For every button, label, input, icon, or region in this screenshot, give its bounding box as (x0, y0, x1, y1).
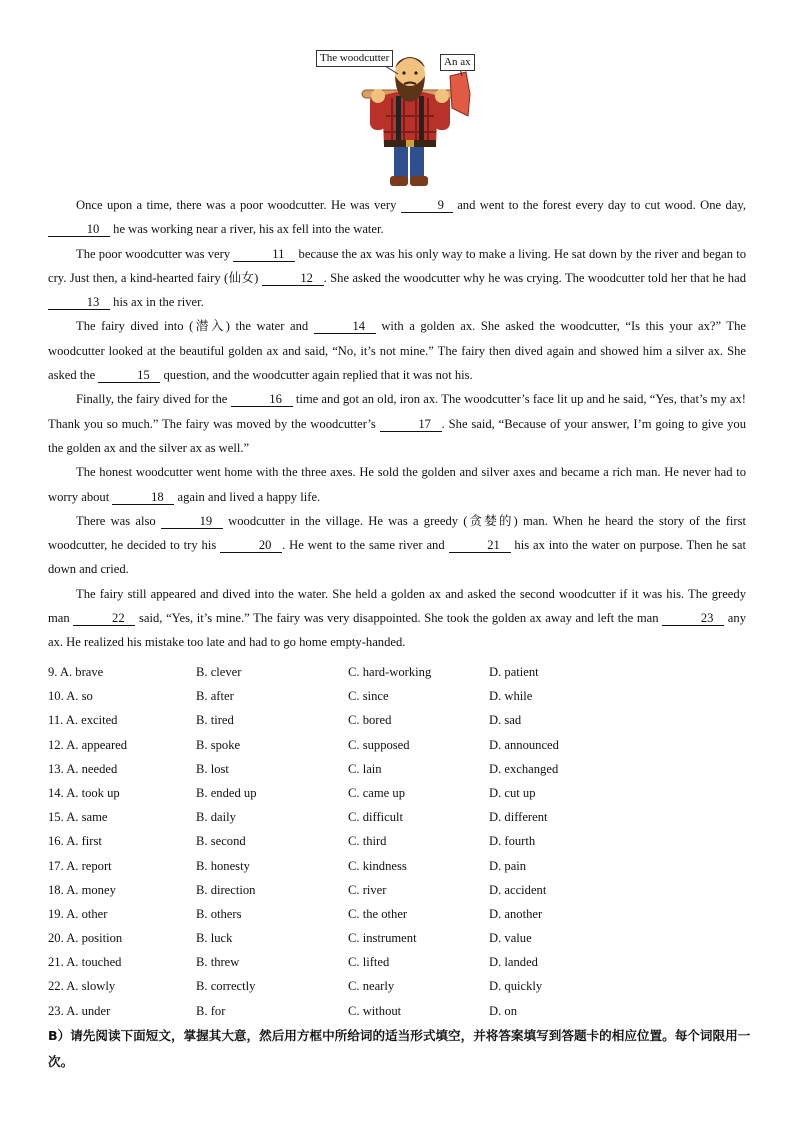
question-row (48, 974, 748, 998)
blank-15: 15 (98, 368, 160, 383)
passage-text: Once upon a time, there was a poor woodcutter. He was very (76, 198, 401, 212)
passage-paragraph (48, 193, 746, 242)
cloze-passage (48, 193, 746, 655)
option-b: B. clever (196, 665, 242, 679)
option-c: C. lifted (348, 955, 390, 970)
option-d: D. fourth (489, 834, 536, 849)
option-a: 20. A. position (48, 931, 123, 946)
passage-paragraph (48, 582, 746, 655)
option-a: 14. A. took up (48, 785, 120, 800)
question-row (48, 902, 748, 926)
passage-paragraph (48, 460, 746, 509)
blank-22: 22 (73, 611, 135, 626)
option-a: 16. A. first (48, 834, 102, 849)
question-row (48, 805, 748, 829)
blank-13: 13 (48, 295, 110, 310)
option-d: D. value (489, 931, 532, 946)
option-a: 12. A. appeared (48, 737, 128, 752)
option-b: B. others (196, 906, 242, 921)
passage-text: The fairy still appeared and dived into the water. She held a golden ax and asked the second woodcutter if it was his. The greedy man (48, 586, 746, 626)
option-c: C. kindness (348, 858, 407, 873)
passage-paragraph (48, 387, 746, 460)
question-row (48, 684, 748, 708)
question-row (48, 854, 748, 878)
option-c: C. river (348, 882, 387, 897)
option-c: C. difficult (348, 810, 404, 825)
option-c: C. bored (348, 713, 392, 728)
option-c: C. the other (348, 906, 408, 921)
option-c: C. lain (348, 761, 382, 776)
passage-text: and went to the forest every day to cut wood. One day, (452, 198, 746, 212)
option-b: B. luck (196, 931, 233, 946)
option-d: D. while (489, 689, 533, 704)
option-c: C. nearly (348, 979, 395, 994)
option-a: 21. A. touched (48, 955, 122, 970)
option-a: 10. A. so (48, 689, 93, 704)
passage-text: again and lived a happy life. (174, 489, 321, 504)
question-row (48, 781, 748, 805)
question-row (48, 708, 748, 732)
blank-20: 20 (220, 538, 282, 553)
option-c: C. came up (348, 785, 406, 800)
option-a: 19. A. other (48, 906, 108, 921)
blank-16: 16 (231, 392, 293, 407)
option-c: C. supposed (348, 737, 410, 752)
passage-text: Finally, the fairy dived for the (76, 392, 231, 407)
passage-text: The honest woodcutter went home with the three axes. He sold the golden and silver axes and became a rich man. He never had to worry about (48, 465, 746, 504)
blank-10: 10 (48, 222, 110, 237)
option-b: B. direction (196, 882, 256, 897)
option-d: D. sad (489, 713, 522, 728)
option-c: C. without (348, 1003, 402, 1018)
question-row (48, 999, 748, 1023)
blank-12: 12 (262, 271, 324, 286)
passage-text: question, and the woodcutter again replied that it was not his. (160, 368, 473, 383)
option-b: B. ended up (196, 785, 257, 800)
option-c: C. since (348, 689, 389, 704)
question-row (48, 829, 748, 853)
option-b: B. correctly (196, 979, 256, 994)
option-c: C. hard-working (348, 665, 432, 679)
option-b: B. threw (196, 955, 240, 970)
question-row (48, 926, 748, 950)
option-d: D. on (489, 1003, 517, 1018)
passage-text: . She said, “Because of your answer, I’m going to give you the golden ax and the silver ax as well.” (48, 416, 746, 455)
option-a: 15. A. same (48, 810, 108, 825)
passage-text: There was also (76, 513, 161, 528)
option-d: D. accident (489, 882, 547, 897)
woodcutter-label: The woodcutter (316, 50, 393, 67)
blank-9: 9 (401, 198, 453, 213)
woodcutter-illustration (300, 46, 500, 190)
option-c: C. third (348, 834, 387, 849)
option-a: 23. A. under (48, 1003, 111, 1018)
option-d: D. cut up (489, 785, 536, 800)
option-c: C. instrument (348, 931, 417, 946)
option-b: B. daily (196, 810, 236, 825)
option-a: 18. A. money (48, 882, 116, 897)
passage-paragraph (48, 314, 746, 387)
option-d: D. quickly (489, 979, 543, 994)
passage-text: with a golden ax. She asked the woodcutter, “Is this your ax?” The woodcutter looked at the beautiful golden ax and said, “No, it’s not mine.” The fairy then dived again and showed him a silver ax. She asked the (48, 319, 746, 383)
question-row (48, 660, 748, 684)
section-b-instruction: B）请先阅读下面短文，掌握其大意，然后用方框中所给词的适当形式填空，并将答案填写到答题卡的相应位置。每个词限用一次。 (48, 1028, 751, 1069)
option-a: 17. A. report (48, 858, 112, 873)
option-b: B. tired (196, 713, 234, 728)
answer-options (48, 660, 748, 1023)
passage-text: . She asked the woodcutter why he was crying. The woodcutter told her that he had (323, 270, 746, 285)
passage-paragraph (48, 242, 746, 315)
option-b: B. lost (196, 761, 229, 776)
option-d: D. different (489, 810, 548, 825)
passage-text: time and got an old, iron ax. The woodcutter’s face lit up and he said, “Yes, that’s my ax! Thank you so much.” The fairy was moved by the woodcutter’s (48, 392, 746, 431)
option-d: D. landed (489, 955, 538, 970)
question-row (48, 878, 748, 902)
option-b: B. second (196, 834, 246, 849)
passage-text: The fairy dived into (潜入) the water and (76, 319, 314, 334)
option-d: D. pain (489, 858, 527, 873)
passage-text: The poor woodcutter was very (76, 246, 234, 261)
option-b: B. spoke (196, 737, 241, 752)
ax-label: An ax (440, 54, 475, 71)
passage-text: said, “Yes, it’s mine.” The fairy was very disappointed. She took the golden ax away and left the man (135, 611, 663, 626)
option-b: B. honesty (196, 858, 250, 873)
question-row (48, 733, 748, 757)
blank-14: 14 (314, 319, 376, 334)
option-a: 13. A. needed (48, 761, 118, 776)
passage-text: his ax in the river. (110, 295, 204, 310)
option-b: B. after (196, 689, 234, 704)
option-d: D. announced (489, 737, 559, 752)
blank-17: 17 (380, 417, 442, 432)
option-a: 11. A. excited (48, 713, 118, 728)
passage-text: . He went to the same river and (282, 538, 449, 553)
question-row (48, 950, 748, 974)
passage-text: because the ax was his only way to make a living. He sat down by the river and began to cry. Just then, a kind-hearted fairy (仙女) (48, 246, 746, 285)
blank-18: 18 (112, 490, 174, 505)
passage-text: woodcutter in the village. He was a greedy (贪婪的) man. When he heard the story of the first woodcutter, he decided to try his (48, 513, 746, 553)
question-row (48, 757, 748, 781)
option-a: 22. A. slowly (48, 979, 116, 994)
blank-19: 19 (161, 514, 223, 529)
blank-21: 21 (449, 538, 511, 553)
passage-text: any ax. He realized his mistake too late and had to go home empty-handed. (48, 611, 746, 650)
passage-text: his ax into the water on purpose. Then he sat down and cried. (48, 538, 747, 577)
option-d: D. another (489, 906, 543, 921)
passage-text: he was working near a river, his ax fell into the water. (110, 222, 384, 237)
option-b: B. for (196, 1003, 226, 1018)
option-d: D. exchanged (489, 761, 559, 776)
passage-paragraph (48, 509, 746, 582)
option-d: D. patient (489, 665, 539, 679)
option-a: 9. A. brave (48, 665, 104, 679)
blank-23: 23 (662, 611, 724, 626)
blank-11: 11 (233, 247, 295, 262)
